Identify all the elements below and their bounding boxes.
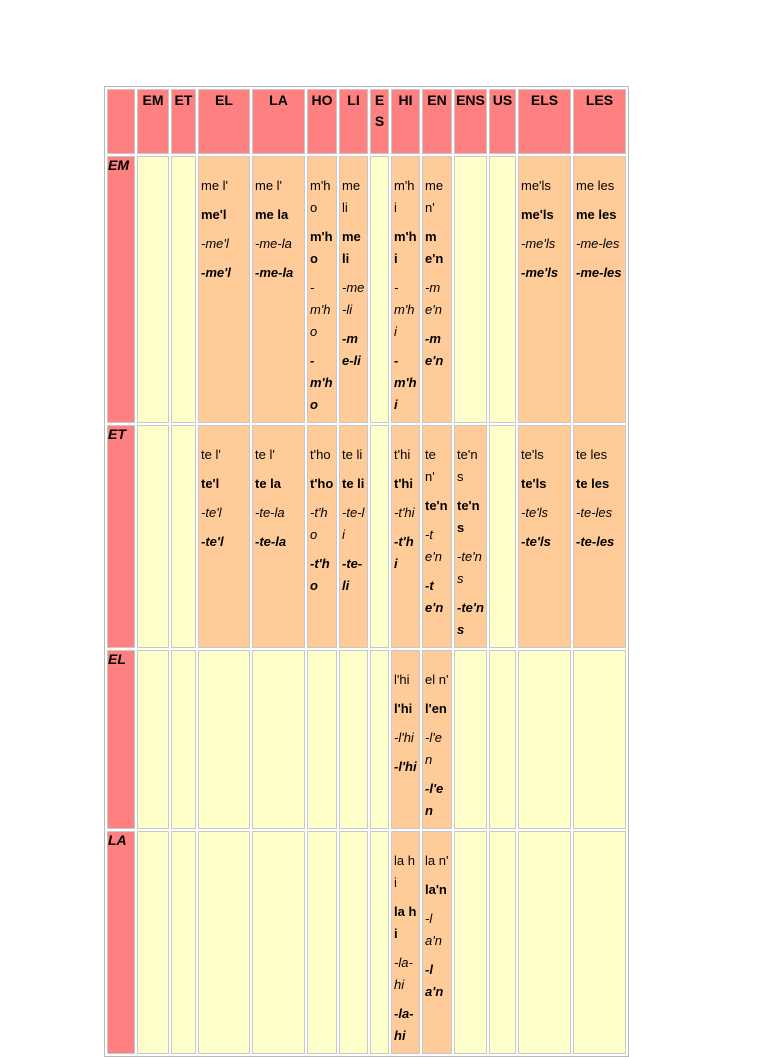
column-header-el: EL xyxy=(198,89,250,154)
column-header-em: EM xyxy=(137,89,169,154)
combination-cell xyxy=(391,156,420,423)
empty-cell xyxy=(171,650,196,829)
pronoun-form: me l' xyxy=(255,178,283,193)
pronoun-form: te'l xyxy=(201,476,220,491)
pronoun-form: -te'l xyxy=(201,534,224,549)
pronoun-form: -m'hi xyxy=(394,353,417,412)
pronoun-form: te'ls xyxy=(521,476,547,491)
pronoun-form: -t'hi xyxy=(394,534,414,571)
combination-cell xyxy=(422,156,452,423)
combination-cell xyxy=(198,425,250,648)
empty-cell xyxy=(339,831,368,1054)
pronoun-form: -m'hi xyxy=(394,280,415,339)
empty-cell xyxy=(252,650,305,829)
empty-cell xyxy=(454,831,487,1054)
pronoun-form: -te'n xyxy=(425,527,442,564)
column-header-en: EN xyxy=(422,89,452,154)
empty-cell xyxy=(198,831,250,1054)
corner-cell xyxy=(107,89,135,154)
pronoun-form: -t'ho xyxy=(310,556,330,593)
empty-cell xyxy=(518,831,571,1054)
empty-cell xyxy=(171,156,196,423)
empty-cell xyxy=(370,650,389,829)
row-header-el: EL xyxy=(107,650,135,829)
pronoun-form: m'hi xyxy=(394,229,417,266)
pronoun-form: -l'hi xyxy=(394,730,414,745)
pronoun-form: me la xyxy=(255,207,289,222)
pronoun-form: -te'ls xyxy=(521,534,551,549)
pronoun-form: l'hi xyxy=(394,701,413,716)
combination-cell xyxy=(422,650,452,829)
column-header-row xyxy=(107,89,626,154)
combination-cell xyxy=(454,425,487,648)
pronoun-form: -me'l xyxy=(201,265,231,280)
combination-cell xyxy=(518,156,571,423)
combination-cell xyxy=(518,425,571,648)
pronoun-form: l'en xyxy=(425,701,447,716)
empty-cell xyxy=(137,831,169,1054)
pronoun-form: me l' xyxy=(201,178,229,193)
pronoun-form: te les xyxy=(576,476,610,491)
pronoun-form: me li xyxy=(342,178,361,215)
table-row-la xyxy=(107,831,626,1054)
combination-cell xyxy=(573,156,626,423)
combination-cell xyxy=(198,156,250,423)
empty-cell xyxy=(137,425,169,648)
pronoun-form: la n' xyxy=(425,853,449,868)
pronoun-form: me n' xyxy=(425,178,444,215)
combination-cell xyxy=(252,156,305,423)
combination-cell xyxy=(422,425,452,648)
empty-cell xyxy=(339,650,368,829)
pronoun-form: la hi xyxy=(394,904,417,941)
pronoun-combination-table xyxy=(104,86,629,1057)
combination-cell xyxy=(422,831,452,1054)
pronoun-form: -te'l xyxy=(201,505,222,520)
column-header-li: LI xyxy=(339,89,368,154)
pronoun-form: te'ns xyxy=(457,498,480,535)
pronoun-form: te'ls xyxy=(521,447,544,462)
pronoun-form: -la'n xyxy=(425,911,442,948)
empty-cell xyxy=(171,425,196,648)
combination-cell xyxy=(307,425,337,648)
pronoun-form: -me-li xyxy=(342,280,365,317)
pronoun-form: -te-li xyxy=(342,556,363,593)
empty-cell xyxy=(171,831,196,1054)
pronoun-form: -la'n xyxy=(425,962,444,999)
pronoun-form: me li xyxy=(342,229,361,266)
pronoun-form: -me'ls xyxy=(521,236,556,251)
empty-cell xyxy=(489,425,516,648)
empty-cell xyxy=(307,650,337,829)
pronoun-form: la'n xyxy=(425,882,447,897)
pronoun-form: -me-les xyxy=(576,265,622,280)
pronoun-form: te n' xyxy=(425,447,436,484)
column-header-la: LA xyxy=(252,89,305,154)
pronoun-form: -t'hi xyxy=(394,505,415,520)
pronoun-form: l'hi xyxy=(394,672,410,687)
pronoun-form: te li xyxy=(342,476,365,491)
empty-cell xyxy=(370,156,389,423)
column-header-et: ET xyxy=(171,89,196,154)
pronoun-form: -l'en xyxy=(425,730,442,767)
pronoun-form: me les xyxy=(576,178,615,193)
column-header-les: LES xyxy=(573,89,626,154)
empty-cell xyxy=(252,831,305,1054)
pronoun-form: -te'ns xyxy=(457,549,482,586)
pronoun-form: te'ns xyxy=(457,447,478,484)
pronoun-form: la hi xyxy=(394,853,415,890)
pronoun-form: -me-li xyxy=(342,331,361,368)
pronoun-form: -me'n xyxy=(425,331,444,368)
pronoun-form: -me-la xyxy=(255,236,292,251)
empty-cell xyxy=(489,156,516,423)
pronoun-form: t'hi xyxy=(394,476,413,491)
pronoun-form: te l' xyxy=(255,447,275,462)
pronoun-form: -m'ho xyxy=(310,353,333,412)
table-row-el xyxy=(107,650,626,829)
combination-cell xyxy=(339,156,368,423)
column-header-ens: ENS xyxy=(454,89,487,154)
pronoun-form: me'ls xyxy=(521,178,551,193)
pronoun-form: -me'n xyxy=(425,280,442,317)
pronoun-form: -me'ls xyxy=(521,265,559,280)
empty-cell xyxy=(489,650,516,829)
pronoun-form: -me'l xyxy=(201,236,229,251)
column-header-hi: HI xyxy=(391,89,420,154)
pronoun-form: -l'hi xyxy=(394,759,417,774)
pronoun-combination-table-wrapper xyxy=(104,86,629,1057)
pronoun-form: me les xyxy=(576,207,617,222)
pronoun-form: -te'n xyxy=(425,578,444,615)
pronoun-form: -l'en xyxy=(425,781,444,818)
pronoun-form: me'n xyxy=(425,229,444,266)
pronoun-form: -la-hi xyxy=(394,1006,414,1043)
pronoun-form: -me-la xyxy=(255,265,294,280)
pronoun-form: te'n xyxy=(425,498,448,513)
pronoun-form: t'ho xyxy=(310,447,331,462)
pronoun-form: -te-la xyxy=(255,505,285,520)
empty-cell xyxy=(198,650,250,829)
column-header-ho: HO xyxy=(307,89,337,154)
column-header-us: US xyxy=(489,89,516,154)
pronoun-form: -t'ho xyxy=(310,505,328,542)
row-header-et: ET xyxy=(107,425,135,648)
empty-cell xyxy=(489,831,516,1054)
pronoun-form: -la-hi xyxy=(394,955,413,992)
empty-cell xyxy=(370,831,389,1054)
combination-cell xyxy=(391,831,420,1054)
pronoun-form: -te'ns xyxy=(457,600,484,637)
pronoun-form: te li xyxy=(342,447,363,462)
pronoun-form: -te-la xyxy=(255,534,287,549)
combination-cell xyxy=(339,425,368,648)
pronoun-form: te l' xyxy=(201,447,221,462)
empty-cell xyxy=(518,650,571,829)
pronoun-form: t'hi xyxy=(394,447,411,462)
pronoun-form: m'ho xyxy=(310,178,331,215)
pronoun-form: m'ho xyxy=(310,229,333,266)
table-row-em xyxy=(107,156,626,423)
empty-cell xyxy=(370,425,389,648)
empty-cell xyxy=(573,831,626,1054)
empty-cell xyxy=(454,650,487,829)
empty-cell xyxy=(137,156,169,423)
combination-cell xyxy=(252,425,305,648)
column-header-es: ES xyxy=(370,89,389,154)
empty-cell xyxy=(573,650,626,829)
pronoun-form: t'ho xyxy=(310,476,334,491)
pronoun-form: m'hi xyxy=(394,178,415,215)
pronoun-form: -te-les xyxy=(576,534,615,549)
pronoun-form: el n' xyxy=(425,672,449,687)
empty-cell xyxy=(307,831,337,1054)
column-header-els: ELS xyxy=(518,89,571,154)
combination-cell xyxy=(573,425,626,648)
pronoun-form: -te-li xyxy=(342,505,365,542)
empty-cell xyxy=(137,650,169,829)
empty-cell xyxy=(454,156,487,423)
table-row-et xyxy=(107,425,626,648)
pronoun-form: -te-les xyxy=(576,505,613,520)
combination-cell xyxy=(391,650,420,829)
pronoun-form: -te'ls xyxy=(521,505,549,520)
row-header-la: LA xyxy=(107,831,135,1054)
pronoun-form: me'ls xyxy=(521,207,554,222)
pronoun-form: te la xyxy=(255,476,282,491)
pronoun-form: te les xyxy=(576,447,608,462)
pronoun-form: -m'ho xyxy=(310,280,331,339)
row-header-em: EM xyxy=(107,156,135,423)
pronoun-form: me'l xyxy=(201,207,227,222)
combination-cell xyxy=(391,425,420,648)
pronoun-form: -me-les xyxy=(576,236,620,251)
combination-cell xyxy=(307,156,337,423)
